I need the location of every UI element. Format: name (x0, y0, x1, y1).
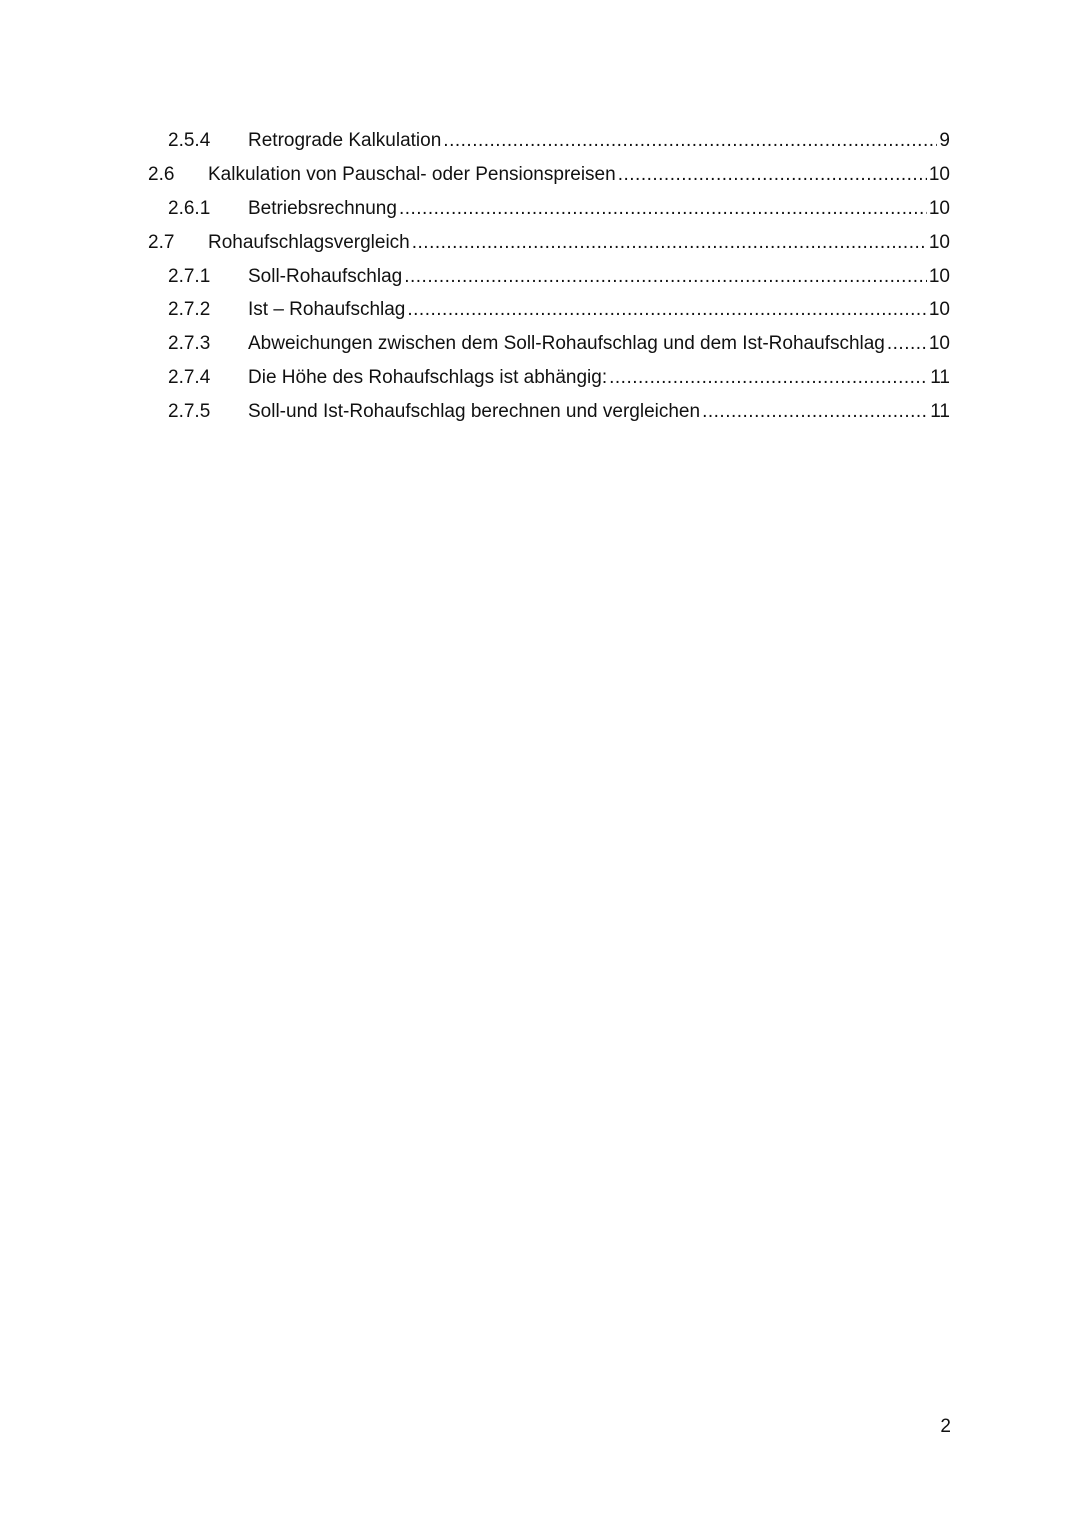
toc-entry-title: Soll-und Ist-Rohaufschlag berechnen und vergleichen (248, 401, 701, 423)
page-number: 2 (940, 1416, 951, 1437)
toc-entry-title: Retrograde Kalkulation (248, 130, 442, 151)
toc-entry-title: Rohaufschlagsvergleich (208, 231, 410, 253)
toc-entry-number: 2.5.4 (168, 130, 211, 151)
toc-entry[interactable] (148, 158, 950, 192)
toc-entry-number: 2.7.5 (168, 401, 211, 423)
toc-entry-page: 10 (928, 265, 950, 287)
dot-leader (412, 226, 927, 260)
toc-entry[interactable] (148, 192, 950, 226)
toc-entry[interactable] (148, 260, 950, 294)
toc-entry-number: 2.7.4 (168, 367, 211, 389)
toc-entry[interactable] (148, 361, 950, 395)
dot-leader (609, 361, 928, 395)
toc-entry-page: 9 (939, 130, 950, 151)
toc-entry-number: 2.7.2 (168, 299, 211, 321)
toc-entry-number: 2.6 (148, 163, 175, 185)
toc-entry-page: 11 (930, 401, 950, 423)
toc-entry-number: 2.6.1 (168, 197, 211, 219)
toc-entry[interactable] (148, 226, 950, 260)
toc-entry-title: Ist – Rohaufschlag (248, 299, 406, 321)
toc-entry-title: Kalkulation von Pauschal- oder Pensionspreisen (208, 163, 616, 185)
dot-leader (407, 293, 926, 327)
toc-entry-title: Betriebsrechnung (248, 197, 397, 219)
toc-entry-title: Die Höhe des Rohaufschlags ist abhängig: (248, 367, 608, 389)
dot-leader (702, 395, 928, 429)
dot-leader (399, 192, 927, 226)
dot-leader (443, 124, 937, 158)
toc-entry-page: 11 (930, 367, 950, 389)
toc-entry-page: 10 (928, 333, 950, 355)
toc-entry-page: 10 (928, 231, 950, 253)
toc-entry[interactable] (148, 293, 950, 327)
dot-leader (404, 260, 927, 294)
toc-entry-number: 2.7 (148, 231, 175, 253)
dot-leader (618, 158, 927, 192)
toc-entry[interactable] (148, 327, 950, 361)
toc-entry-page: 10 (928, 299, 950, 321)
toc-entry-title: Soll-Rohaufschlag (248, 265, 403, 287)
toc-entry-page: 10 (928, 197, 950, 219)
toc-entry-page: 10 (928, 163, 950, 185)
toc-entry[interactable] (148, 395, 950, 429)
table-of-contents (148, 124, 950, 429)
toc-entry-number: 2.7.1 (168, 265, 211, 287)
dot-leader (887, 327, 927, 361)
toc-entry[interactable] (148, 124, 950, 158)
toc-entry-title: Abweichungen zwischen dem Soll-Rohaufschlag und dem Ist-Rohaufschlag (248, 333, 885, 355)
toc-entry-number: 2.7.3 (168, 333, 211, 355)
